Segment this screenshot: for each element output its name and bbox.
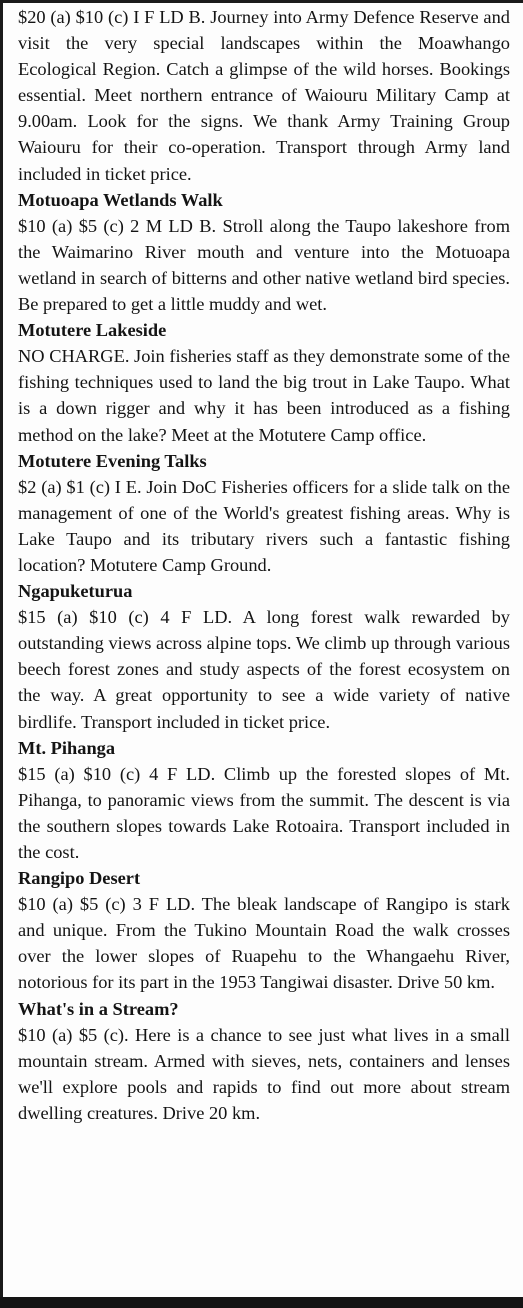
entry-title: Motutere Evening Talks	[18, 450, 207, 471]
intro-paragraph: $20 (a) $10 (c) I F LD B. Journey into Army Defence Reserve and visit the very special landscapes within the Moawhango Ecological Region. Catch a glimpse of the wild horses. Bookings essential. Meet northern entrance of Waiouru Military Camp at 9.00am. Look for the signs. We thank Army Training Group Waiouru for their co-operation. Transport through Army land included in ticket price.	[18, 7, 510, 184]
entry-whats-in-a-stream	[18, 996, 510, 1126]
entry-rangipo-desert	[18, 865, 510, 995]
entry-ngapuketurua	[18, 578, 510, 735]
entry-description: $2 (a) $1 (c) I E. Join DoC Fisheries officers for a slide talk on the management of one of the World's greatest fishing areas. Why is Lake Taupo and its tributary rivers such a fantastic fishing location? Motutere Camp Ground.	[18, 476, 510, 575]
entry-description: $10 (a) $5 (c) 3 F LD. The bleak landscape of Rangipo is stark and unique. From the Tukino Mountain Road the walk crosses over the lower slopes of Ruapehu to the Whangaehu River, notorious for its part in the 1953 Tangiwai disaster. Drive 50 km.	[18, 894, 510, 993]
entry-title: Motutere Lakeside	[18, 320, 167, 341]
top-border-rule	[0, 0, 523, 3]
entry-title: Rangipo Desert	[18, 868, 141, 889]
entry-description: $10 (a) $5 (c) 2 M LD B. Stroll along the Taupo lakeshore from the Waimarino River mouth and venture into the Motuoapa wetland in search of bitterns and other native wetland bird species. Be prepared to get a little muddy and wet.	[18, 215, 510, 315]
entry-motutere-lakeside	[18, 317, 510, 447]
entry-mt-pihanga	[18, 735, 510, 865]
entry-description: $10 (a) $5 (c). Here is a chance to see just what lives in a small mountain stream. Armed with sieves, nets, containers and lenses we'll explore pools and rapids to find out more about stream dwelling creatures. Drive 20 km.	[18, 1024, 510, 1123]
bottom-border-rule	[0, 1297, 523, 1308]
entry-title: Ngapuketurua	[18, 581, 133, 602]
entry-description: $15 (a) $10 (c) 4 F LD. A long forest walk rewarded by outstanding views across alpine tops. We climb up through various beech forest zones and study aspects of the forest ecosystem on the way. A great opportunity to see a wide variety of native birdlife. Transport included in ticket price.	[18, 607, 510, 732]
left-border-rule	[0, 0, 3, 1308]
entry-motuoapa-wetlands-walk	[18, 187, 510, 317]
entry-title: Motuoapa Wetlands Walk	[18, 189, 223, 210]
entry-title: What's in a Stream?	[18, 998, 179, 1019]
entry-title: Mt. Pihanga	[18, 737, 116, 758]
entry-description: NO CHARGE. Join fisheries staff as they demonstrate some of the fishing techniques used to land the big trout in Lake Taupo. What is a down rigger and why it has been introduced as a fishing method on the lake? Meet at the Motutere Camp office.	[18, 346, 510, 445]
entry-motutere-evening-talks	[18, 448, 510, 578]
listing-column	[18, 4, 510, 1126]
entry-description: $15 (a) $10 (c) 4 F LD. Climb up the forested slopes of Mt. Pihanga, to panoramic views from the summit. The descent is via the southern slopes towards Lake Rotoaira. Transport included in the cost.	[18, 763, 510, 862]
